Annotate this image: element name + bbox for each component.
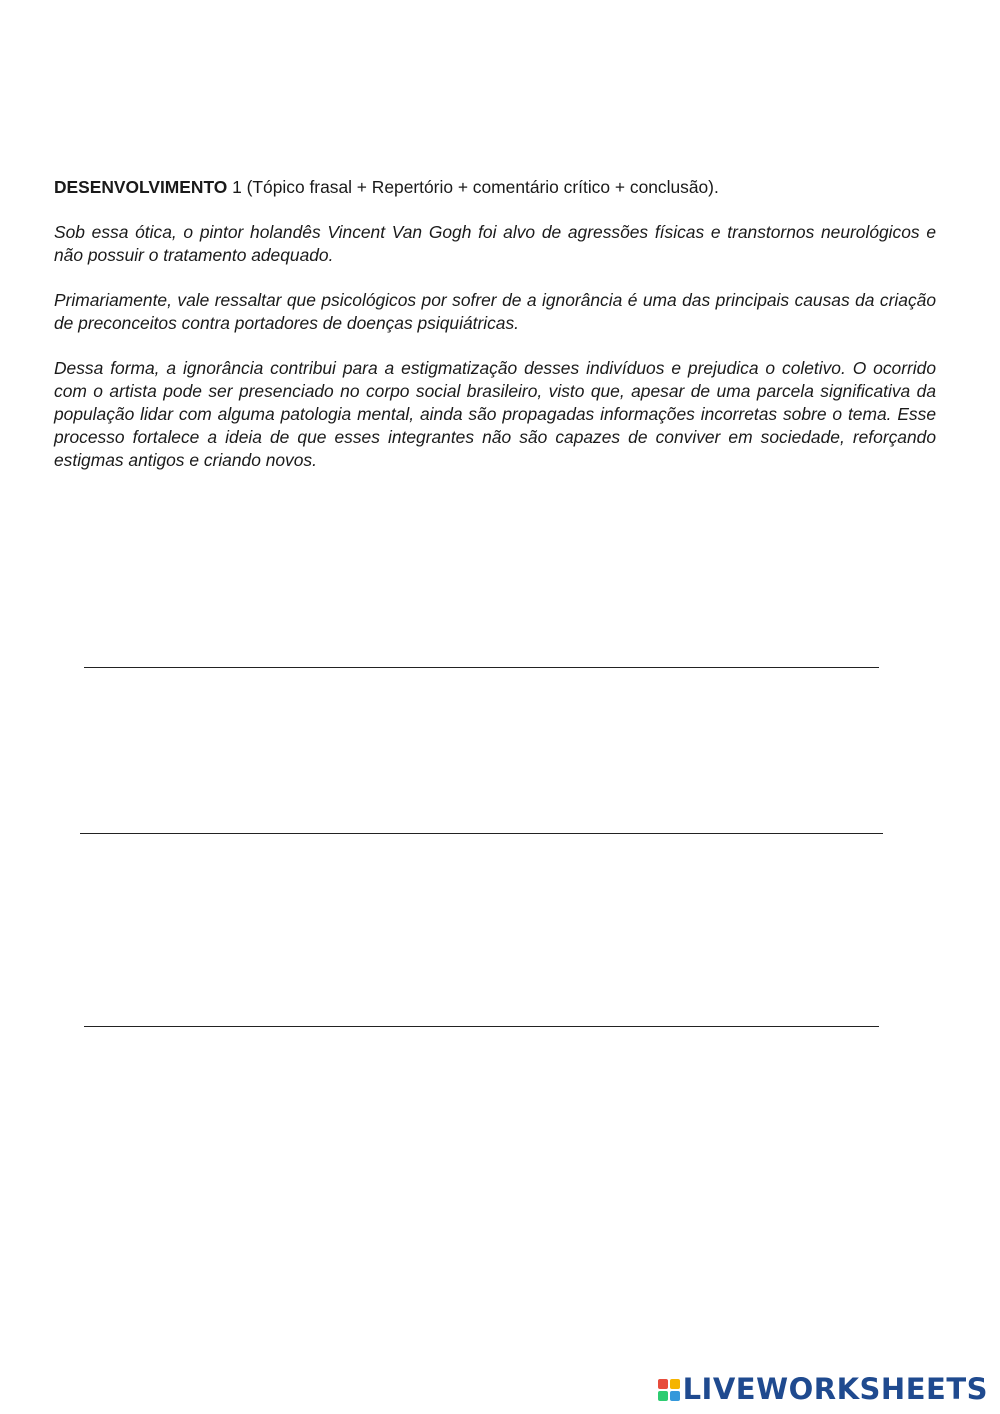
paragraph-2: Primariamente, vale ressaltar que psicológicos por sofrer de a ignorância é uma das principais causas da criação de preconceitos contra portadores de doenças psiquiátricas. [54, 290, 936, 333]
section-heading-label: DESENVOLVIMENTO [54, 177, 228, 197]
answer-line-3[interactable] [84, 1026, 879, 1027]
logo-tile-1 [658, 1379, 668, 1389]
worksheet-content [54, 176, 936, 494]
liveworksheets-logo-text: LIVEWORKSHEETS [682, 1372, 988, 1406]
paragraph-3: Dessa forma, a ignorância contribui para a estigmatização desses indivíduos e prejudica o coletivo. O ocorrido com o artista pode ser presenciado no corpo social brasileiro, visto que, apesar de uma parcela significativa da população lidar com alguma patologia mental, ainda são propagadas informações incorretas sobre o tema. Esse processo fortalece a ideia de que esses integrantes não são capazes de conviver em sociedade, reforçando estigmas antigos e criando novos. [54, 358, 936, 470]
liveworksheets-logo-icon [658, 1379, 680, 1401]
section-heading-description: 1 (Tópico frasal + Repertório + comentário crítico + conclusão). [227, 177, 719, 197]
answer-line-1[interactable] [84, 667, 879, 668]
answer-line-2[interactable] [80, 833, 883, 834]
paragraph-1: Sob essa ótica, o pintor holandês Vincent Van Gogh foi alvo de agressões físicas e transtornos neurológicos e não possuir o tratamento adequado. [54, 222, 936, 265]
section-heading [54, 176, 936, 199]
logo-tile-3 [658, 1391, 668, 1401]
logo-tile-4 [670, 1391, 680, 1401]
liveworksheets-branding [658, 1372, 988, 1406]
logo-tile-2 [670, 1379, 680, 1389]
